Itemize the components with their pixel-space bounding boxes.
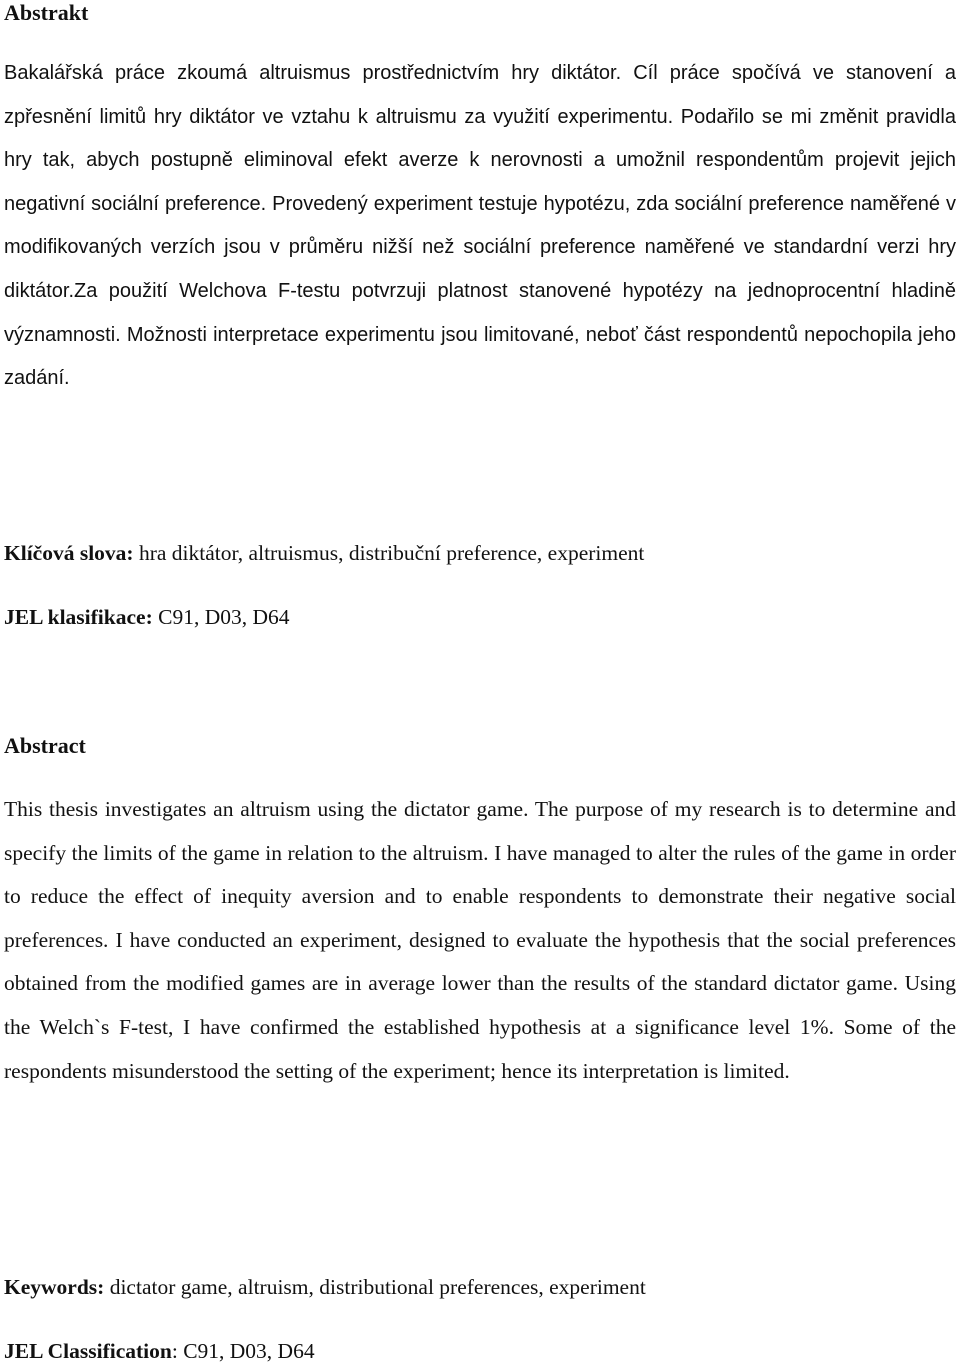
english-abstract-section xyxy=(4,733,956,759)
english-keywords-value: dictator game, altruism, distributional preferences, experiment xyxy=(104,1275,646,1299)
czech-jel-line xyxy=(4,604,956,630)
czech-abstract-body-wrap xyxy=(4,52,956,401)
czech-keywords-line xyxy=(4,540,956,566)
english-keywords-line xyxy=(4,1274,956,1300)
english-abstract-body-wrap xyxy=(4,788,956,1093)
english-jel-value: : C91, D03, D64 xyxy=(171,1339,315,1363)
czech-jel-value: C91, D03, D64 xyxy=(152,605,290,629)
english-jel-line xyxy=(4,1338,956,1364)
english-abstract-body: This thesis investigates an altruism using the dictator game. The purpose of my research is to determine and specify the limits of the game in relation to the altruism. I have managed to alter the rules of the game in order to reduce the effect of inequity aversion and to enable respondents to demonstrate their negative social preferences. I have conducted an experiment, designed to evaluate the hypothesis that the social preferences obtained from the modified games are in average lower than the results of the standard dictator game. Using the Welch`s F-test, I have confirmed the established hypothesis at a significance level 1%. Some of the respondents misunderstood the setting of the experiment; hence its interpretation is limited. xyxy=(4,797,956,1083)
czech-abstract-section xyxy=(4,0,956,26)
english-abstract-heading: Abstract xyxy=(4,733,86,758)
czech-abstract-heading: Abstrakt xyxy=(4,0,89,25)
czech-keywords-label: Klíčová slova: xyxy=(4,541,134,565)
english-keywords-label: Keywords: xyxy=(4,1275,105,1299)
czech-jel-label: JEL klasifikace: xyxy=(4,605,153,629)
english-jel-label: JEL Classification xyxy=(4,1339,172,1363)
czech-abstract-body: Bakalářská práce zkoumá altruismus prostřednictvím hry diktátor. Cíl práce spočívá ve stanovení a zpřesnění limitů hry diktátor ve vztahu k altruismu za využití experimentu. Podařilo se mi změnit pravidla hry tak, abych postupně eliminoval efekt averze k nerovnosti a umožnil respondentům projevit jejich negativní sociální preference. Provedený experiment testuje hypotézu, zda sociální preference naměřené v modifikovaných verzích jsou v průměru nižší než sociální preference naměřené ve standardní verzi hry diktátor.Za použití Welchova F-testu potvrzuji platnost stanovené hypotézy na jednoprocentní hladině významnosti. Možnosti interpretace experimentu jsou limitované, neboť část respondentů nepochopila jeho zadání. xyxy=(4,62,956,390)
czech-keywords-value: hra diktátor, altruismus, distribuční preference, experiment xyxy=(133,541,645,565)
